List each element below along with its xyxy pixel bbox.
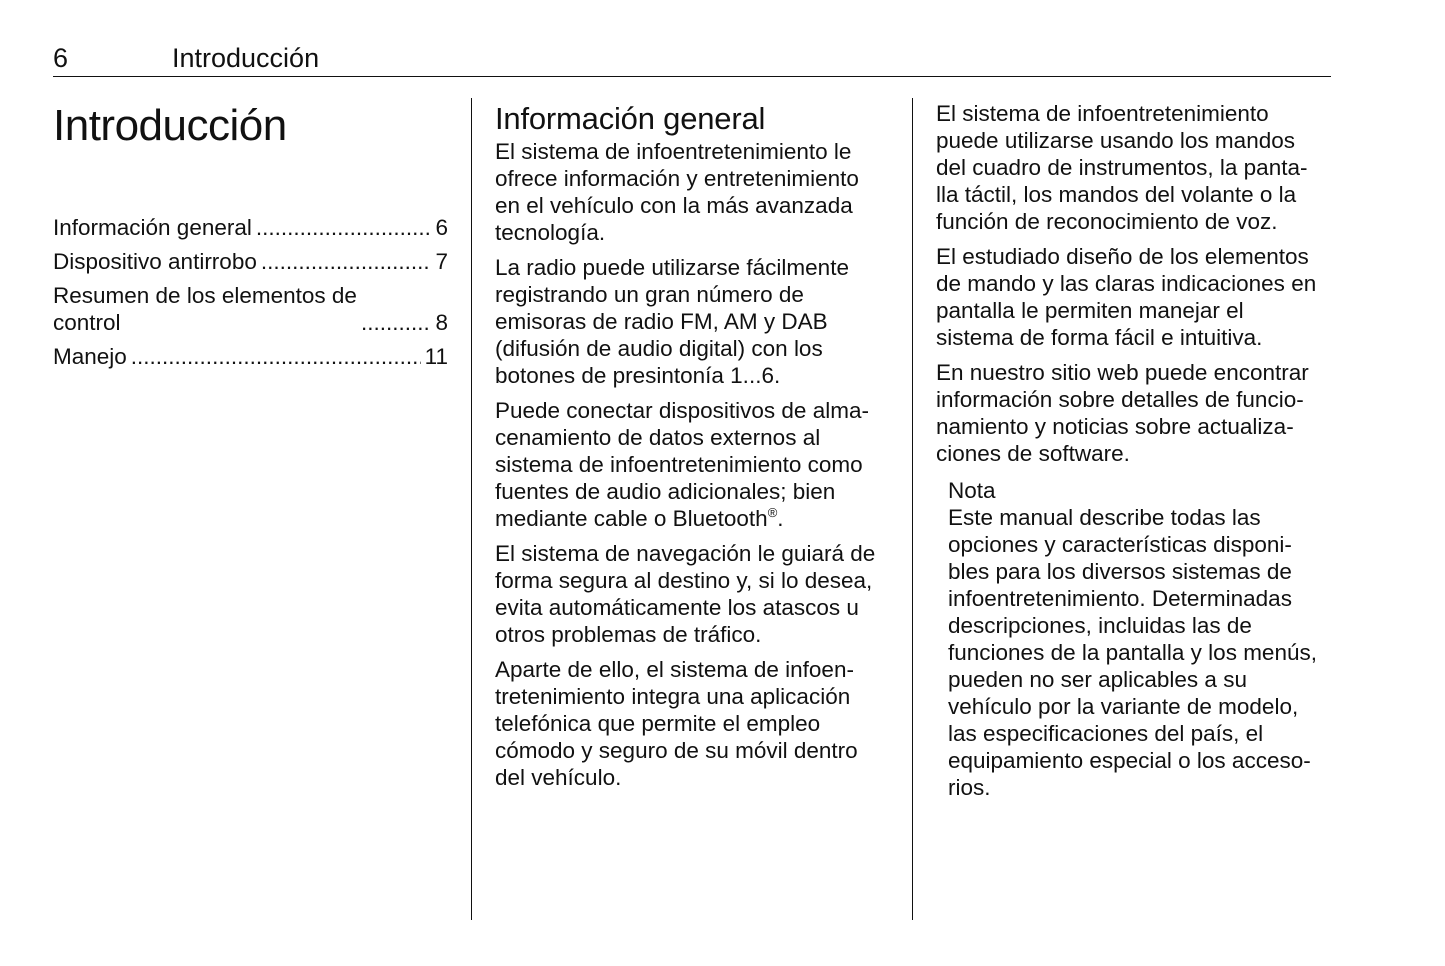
toc-entry-manejo[interactable] <box>53 343 448 370</box>
toc-entry-page: 11 <box>424 344 448 369</box>
toc-entry-label: Resumen de los elementos de control <box>53 283 357 335</box>
note-text: Este manual describe todas las opciones y características disponi- bles para los diversos sistemas de infoentretenimiento. Determinadas descripciones, incluidas las de funciones de la pantalla y los menús, pueden no ser aplicables a su vehículo por la variante de modelo, las especificaciones del país, el equipamiento especial o los acceso- rios. <box>948 505 1317 800</box>
body-paragraph: El estudiado diseño de los elementos de mando y las claras indicaciones en pantalla le permiten manejar el sistema de forma fácil e intuitiva. <box>936 244 1317 350</box>
toc-entry-page: 8 <box>435 310 448 335</box>
body-paragraph: En nuestro sitio web puede encontrar información sobre detalles de funcio- namiento y noticias sobre actualiza- ciones de software. <box>936 360 1309 466</box>
page-number: 6 <box>53 43 69 73</box>
bluetooth-text: Puede conectar dispositivos de alma- cenamiento de datos externos al sistema de infoentretenimiento como fuentes de audio adicionales; bien mediante cable o Bluetooth <box>495 398 869 531</box>
note-title: Nota <box>948 478 996 503</box>
toc-entry-resumen-elementos-control[interactable] <box>53 282 448 336</box>
toc-leader-dots <box>261 248 432 275</box>
toc-leader-dots <box>131 343 421 370</box>
bluetooth-text-end: . <box>777 506 784 531</box>
toc-entry-page: 6 <box>435 215 448 240</box>
toc-entry-page: 7 <box>435 249 448 274</box>
column-divider-right <box>912 98 913 920</box>
toc-entry-dispositivo-antirrobo[interactable] <box>53 248 448 275</box>
section-column <box>495 100 895 799</box>
column-divider-left <box>471 98 472 920</box>
toc-entry-label: Manejo <box>53 344 127 369</box>
body-paragraph: El sistema de infoentretenimiento puede utilizarse usando los mandos del cuadro de instrumentos, la panta- lla táctil, los mandos del volante o la función de reconocimiento de voz. <box>936 101 1308 234</box>
note-box <box>948 477 1336 801</box>
body-paragraph: La radio puede utilizarse fácilmente registrando un gran número de emisoras de radio FM, AM y DAB (difusión de audio digital) con los botones de presintonía 1...6. <box>495 255 849 388</box>
body-paragraph: El sistema de infoentretenimiento le ofrece información y entretenimiento en el vehículo con la más avanzada tecnología. <box>495 139 859 245</box>
chapter-column <box>53 100 448 377</box>
continuation-column <box>936 100 1336 801</box>
table-of-contents <box>53 214 448 370</box>
chapter-title: Introducción <box>53 101 287 150</box>
toc-entry-label: Información general <box>53 215 252 240</box>
toc-leader-dots <box>256 214 432 241</box>
body-paragraph-bluetooth <box>495 397 895 532</box>
page-header <box>53 40 1331 77</box>
body-paragraph: El sistema de navegación le guiará de forma segura al destino y, si lo desea, evita automáticamente los atascos u otros problemas de tráfico. <box>495 541 876 647</box>
running-title: Introducción <box>172 43 320 73</box>
toc-entry-label: Dispositivo antirrobo <box>53 249 257 274</box>
section-title: Información general <box>495 101 766 136</box>
body-paragraph: Aparte de ello, el sistema de infoen- tretenimiento integra una aplicación telefónica que permite el empleo cómodo y seguro de su móvil dentro del vehículo. <box>495 657 858 790</box>
toc-leader-dots <box>361 309 432 336</box>
toc-entry-informacion-general[interactable] <box>53 214 448 241</box>
registered-mark: ® <box>767 505 778 520</box>
